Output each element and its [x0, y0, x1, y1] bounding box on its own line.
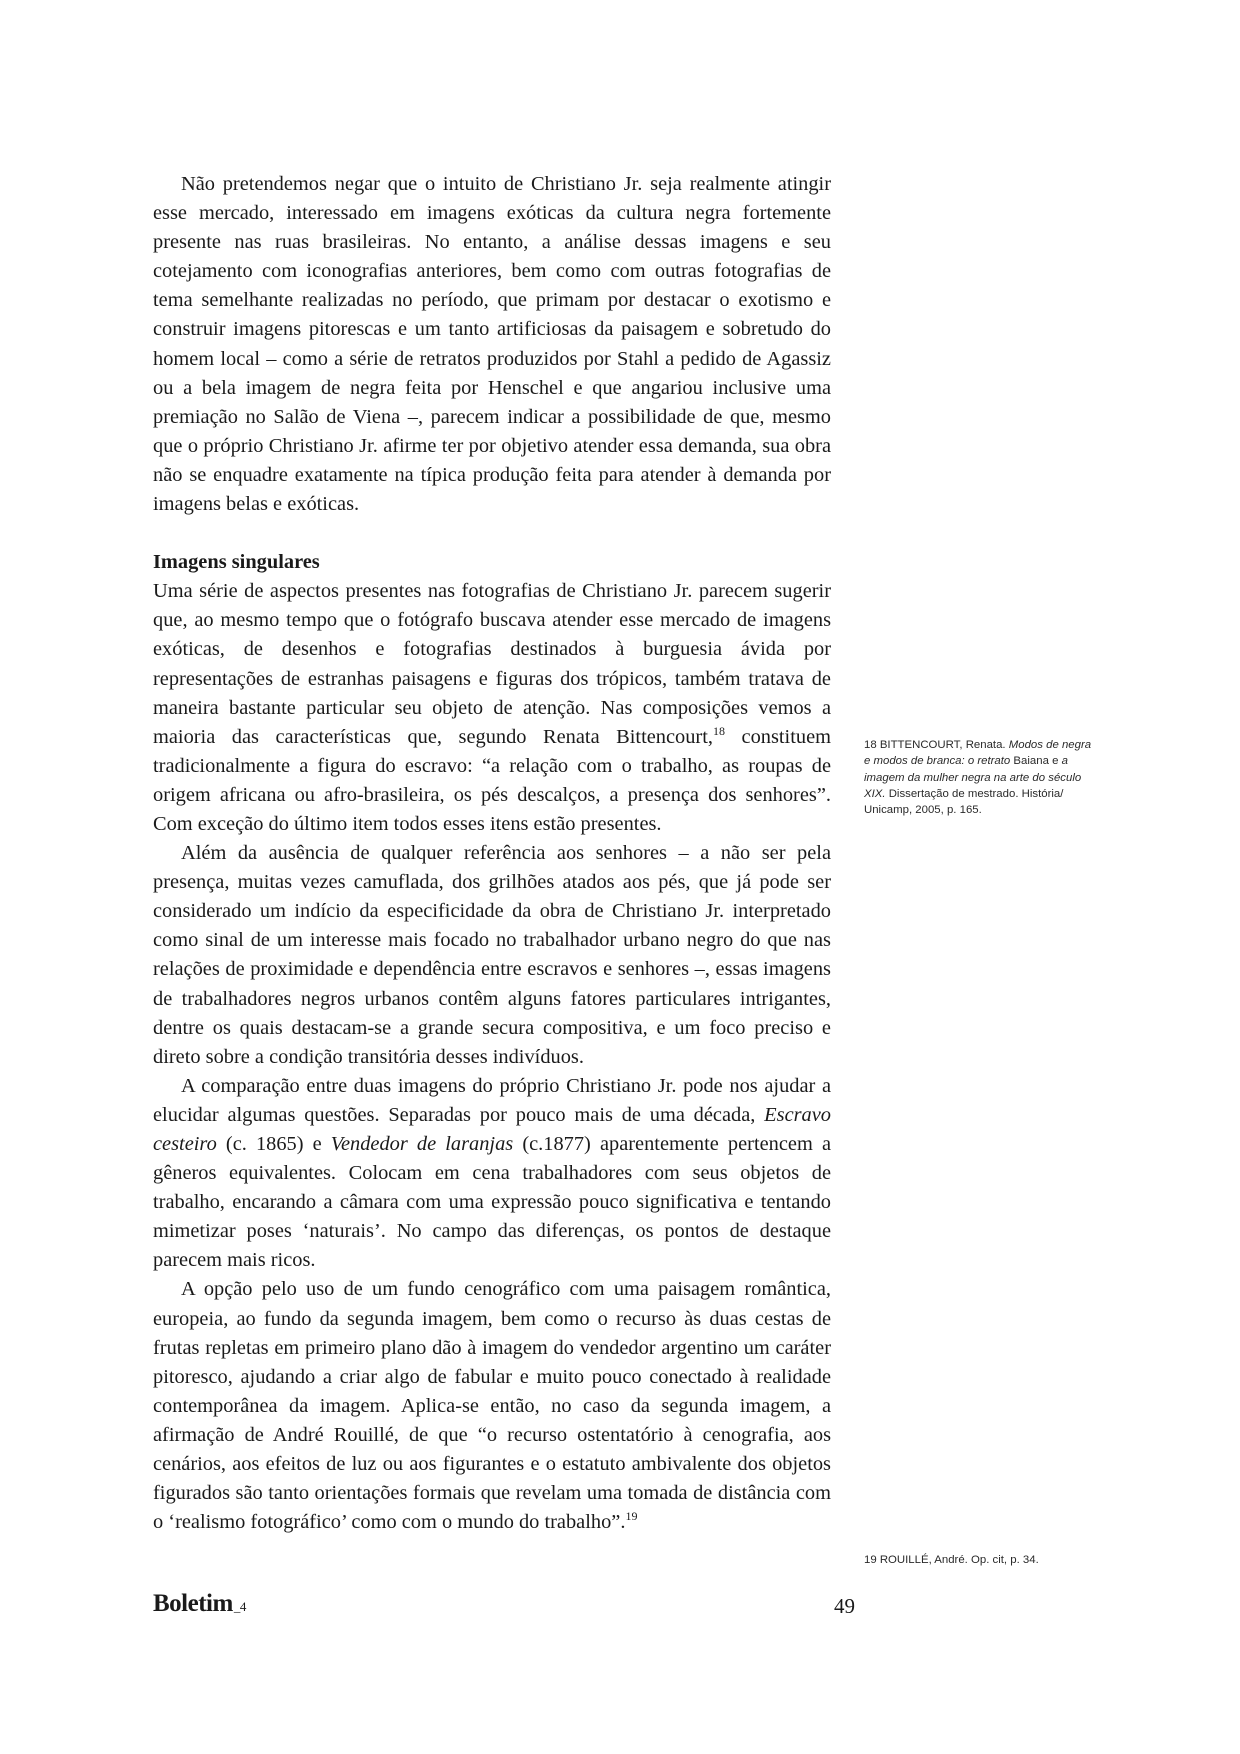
- paragraph-3: Além da ausência de qualquer referência aos senhores – a não ser pela presença, muitas vezes camuflada, dos grilhões atados aos pés, que já pode ser considerado um indício da especificidade da obra de Christiano Jr. interpretado como sinal de um interesse mais focado no trabalhador urbano negro do que nas relações de proximidade e dependência entre escravos e senhores –, essas imagens de trabalhadores negros urbanos contêm alguns fatores particulares intrigantes, dentre os quais destacam-se a grande secura compositiva, e um foco preciso e direto sobre a condição transitória desses indivíduos.: [153, 842, 831, 1068]
- paragraph-2: [153, 577, 831, 839]
- artwork-title-1: Escravo cesteiro: [153, 1103, 831, 1155]
- paragraph-5-text: A opção pelo uso de um fundo cenográfico com uma paisagem romântica, europeia, ao fundo da segunda imagem, bem como o recurso às duas cestas de frutas repletas em primeiro plano dão à imagem do vendedor argentino um caráter pitoresco, ajudando a criar algo de fabular e muito pouco conectado à realidade contemporânea da imagem. Aplica-se então, no caso da segunda imagem, a afirmação de André Rouillé, de que “o recurso ostentatório à cenografia, aos cenários, aos efeitos de luz ou aos figurantes e o estatuto ambivalente dos objetos figurados são tanto orientações formais que revelam uma tomada de distância com o ‘realismo fotográfico’ como com o mundo do trabalho”.: [153, 1278, 831, 1534]
- paragraph-4-text-b: (c. 1865) e: [216, 1133, 331, 1155]
- artwork-title-2: Vendedor de laranjas: [330, 1133, 514, 1155]
- footnote-18-text-b: Baiana e: [1010, 755, 1062, 768]
- footnote-ref-18: 18: [713, 723, 725, 738]
- paragraph-4: [153, 1072, 831, 1276]
- page-number: 49: [834, 1594, 855, 1618]
- journal-name: Boletim: [153, 1590, 233, 1617]
- journal-logo: [153, 1590, 246, 1618]
- footnote-18-text-c: Dissertação de mestrado. História/ Unicamp, 2005, p. 165.: [864, 787, 1064, 817]
- section-heading: Imagens singulares: [153, 551, 320, 574]
- paragraph-5: [153, 1275, 831, 1537]
- footnote-18-italic-2: a imagem da mulher negra na arte do século XIX.: [864, 755, 1082, 800]
- footnote-19: 19 ROUILLÉ, André. Op. cit, p. 34.: [864, 1554, 1039, 1566]
- paragraph-1: Não pretendemos negar que o intuito de Christiano Jr. seja realmente atingir esse mercado, interessado em imagens exóticas da cultura negra fortemente presente nas ruas brasileiras. No entanto, a análise dessas imagens e seu cotejamento com iconografias anteriores, bem como com outras fotografias de tema semelhante realizadas no período, que primam por destacar o exotismo e construir imagens pitorescas e um tanto artificiosas da paisagem e sobretudo do homem local – como a série de retratos produzidos por Stahl a pedido de Agassiz ou a bela imagem de negra feita por Henschel e que angariou inclusive uma premiação no Salão de Viena –, parecem indicar a possibilidade de que, mesmo que o próprio Christiano Jr. afirme ter por objetivo atender essa demanda, sua obra não se enquadre exatamente na típica produção feita para atender à demanda por imagens belas e exóticas.: [153, 173, 831, 516]
- footnote-18-text-a: 18 BITTENCOURT, Renata.: [864, 739, 1009, 751]
- footnote-ref-19: 19: [625, 1509, 638, 1524]
- footnote-18: [864, 737, 1096, 818]
- footnote-18-italic-1: Modos de negra e modos de branca: o retrato: [864, 739, 1092, 768]
- paragraph-4-text-a: A comparação entre duas imagens do próprio Christiano Jr. pode nos ajudar a elucidar algumas questões. Separadas por pouco mais de uma década,: [153, 1074, 831, 1126]
- main-text-column: [153, 170, 831, 1537]
- paragraph-4-text-c: (c.1877) aparentemente pertencem a gêneros equivalentes. Colocam em cena trabalhadores com seus objetos de trabalho, encarando a câmara com uma expressão pouco significativa e tentando mimetizar poses ‘naturais’. No campo das diferenças, os pontos de destaque parecem mais ricos.: [153, 1133, 831, 1272]
- journal-issue: _4: [233, 1599, 246, 1614]
- paragraph-2-text-a: Uma série de aspectos presentes nas fotografias de Christiano Jr. parecem sugerir que, ao mesmo tempo que o fotógrafo buscava atender esse mercado de imagens exóticas, de desenhos e fotografias destinados à burguesia ávida por representações de estranhas paisagens e figuras dos trópicos, também tratava de maneira bastante particular seu objeto de atenção. Nas composições vemos a maioria das características que, segundo Renata Bittencourt,: [153, 580, 831, 748]
- paragraph-2-text-b: constituem tradicionalmente a figura do escravo: “a relação com o trabalho, as roupas de origem africana ou afro-brasileira, os pés descalços, a presença dos senhores”. Com exceção do último item todos esses itens estão presentes.: [153, 725, 831, 835]
